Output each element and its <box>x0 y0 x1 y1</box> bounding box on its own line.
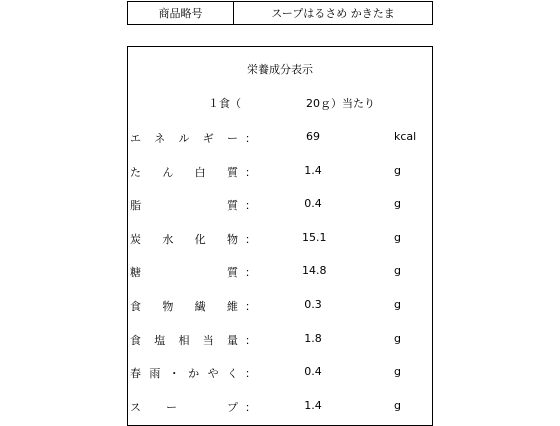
serving-amount: 20ｇ）当たり <box>306 97 375 110</box>
nutrient-row <box>128 298 432 312</box>
nutrient-name-char: ス <box>130 400 141 414</box>
nutrient-name-char: 塩 <box>154 333 166 347</box>
nutrient-name-char: エ <box>130 132 141 145</box>
nutrient-colon: ： <box>245 199 256 213</box>
nutrient-value: 0.4 <box>304 365 322 379</box>
nutrient-name-char: 質 <box>226 165 238 179</box>
nutrient-name <box>130 231 238 247</box>
nutrient-row <box>128 264 432 278</box>
nutrition-facts-table <box>127 46 433 426</box>
nutrient-name-char: 当 <box>202 333 214 347</box>
product-name-value: スープはるさめ かきたま <box>271 7 395 20</box>
nutrient-name-char: か <box>188 367 200 381</box>
nutrient-unit: g <box>394 298 401 311</box>
nutrient-name-char: 春 <box>130 367 141 381</box>
nutrient-name-char: 物 <box>162 300 174 313</box>
nutrient-row <box>128 164 432 178</box>
nutrient-name <box>130 332 238 348</box>
nutrient-name-char: や <box>207 367 219 381</box>
nutrient-name-char: ネ <box>154 132 166 145</box>
nutrient-name-char: 相 <box>178 333 190 347</box>
nutrient-unit: g <box>394 230 401 244</box>
nutrient-colon: ： <box>245 232 256 246</box>
nutrient-name-char: 繊 <box>194 300 206 313</box>
nutrient-name-char: 化 <box>194 232 206 246</box>
nutrient-name-char: ん <box>162 165 174 179</box>
nutrient-name <box>130 298 238 314</box>
nutrient-name-char: 質 <box>227 266 238 280</box>
serving-prefix: １食（ <box>208 97 241 110</box>
nutrient-name-char: 量 <box>227 333 238 347</box>
nutrient-name-char: ー <box>166 400 177 414</box>
nutrient-value: 0.3 <box>304 298 322 311</box>
nutrient-colon: ： <box>245 400 256 414</box>
nutrient-unit: g <box>394 197 401 211</box>
nutrient-name-char: く <box>226 367 238 381</box>
nutrient-name-char: 白 <box>194 165 206 179</box>
nutrient-name-char: ー <box>227 132 238 145</box>
nutrient-colon: ： <box>245 300 256 313</box>
nutrient-value: 0.4 <box>304 197 322 211</box>
nutrient-unit: g <box>394 331 401 345</box>
nutrient-unit: kcal <box>394 130 417 143</box>
nutrient-value: 1.8 <box>304 331 322 345</box>
nutrient-colon: ： <box>245 367 256 381</box>
nutrient-name <box>130 197 238 213</box>
nutrient-value: 14.8 <box>302 264 327 278</box>
nutrient-name-char: ギ <box>202 132 214 145</box>
nutrient-name-char: 維 <box>226 300 238 313</box>
nutrient-name-char: プ <box>227 400 238 414</box>
nutrition-title: 栄養成分表示 <box>247 63 313 76</box>
nutrient-name-char: 脂 <box>130 199 141 213</box>
nutrient-row <box>128 130 432 144</box>
nutrient-value: 1.4 <box>304 163 322 177</box>
nutrient-row <box>128 332 432 346</box>
nutrient-name-char: 質 <box>227 199 238 213</box>
nutrient-name <box>130 365 238 381</box>
nutrient-value: 69 <box>306 130 320 143</box>
nutrient-value: 15.1 <box>302 230 327 244</box>
nutrient-value: 1.4 <box>304 398 322 412</box>
nutrient-name-char: 糖 <box>130 266 141 280</box>
product-name-label: 商品略号 <box>128 2 234 24</box>
nutrient-unit: g <box>394 163 401 177</box>
nutrient-name-char: 物 <box>226 232 238 246</box>
nutrient-name <box>130 399 238 415</box>
nutrient-name-char: た <box>130 165 141 179</box>
nutrient-unit: g <box>394 264 401 278</box>
nutrient-name <box>130 164 238 180</box>
nutrient-name-char: 食 <box>130 333 141 347</box>
nutrient-name-char: 水 <box>162 232 174 246</box>
nutrient-row <box>128 399 432 413</box>
nutrient-name <box>130 264 238 280</box>
nutrient-name-char: 食 <box>130 300 141 313</box>
nutrient-row <box>128 197 432 211</box>
nutrient-row <box>128 365 432 379</box>
nutrient-colon: ： <box>245 266 256 280</box>
nutrient-unit: g <box>394 365 401 379</box>
product-name-table <box>127 1 433 25</box>
nutrient-name-char: 炭 <box>130 232 141 246</box>
nutrient-name-char: ル <box>178 132 190 145</box>
nutrient-name <box>130 130 238 146</box>
nutrient-unit: g <box>394 398 401 412</box>
nutrient-row <box>128 231 432 245</box>
nutrient-colon: ： <box>245 333 256 347</box>
nutrient-colon: ： <box>245 165 256 179</box>
nutrient-name-char: ・ <box>168 367 180 381</box>
nutrient-colon: ： <box>245 132 256 145</box>
nutrient-name-char: 雨 <box>149 367 161 381</box>
